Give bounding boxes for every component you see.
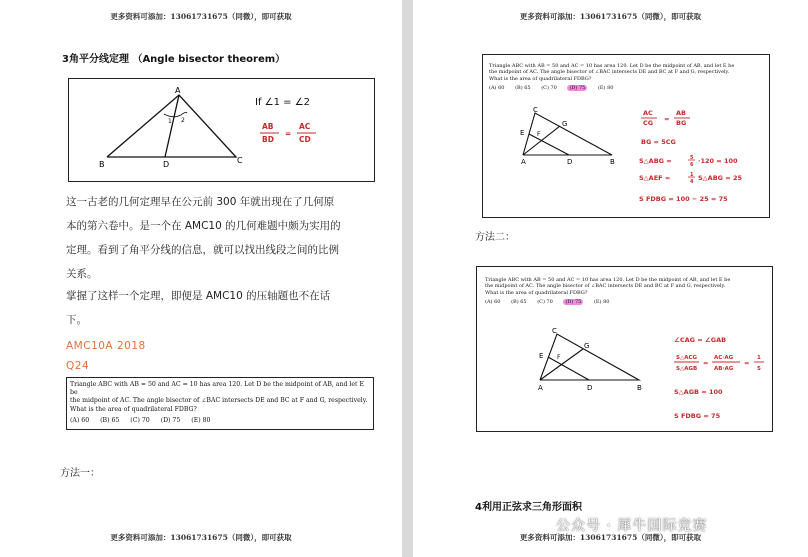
choice-e: (E) 80 — [191, 416, 211, 424]
angle-bisector-diagram — [69, 79, 374, 181]
choice-a: (A) 60 — [485, 299, 501, 306]
choice-d: (D) 75 — [160, 416, 181, 424]
page-header: 更多资料可添加：13061731675（同微），即可获取 — [110, 12, 292, 21]
label-a: A — [521, 158, 526, 166]
frac-den-6: 6 — [690, 162, 694, 168]
label-d: D — [587, 384, 593, 392]
label-b: B — [637, 384, 642, 392]
label-g: G — [584, 342, 590, 350]
page-header: 更多资料可添加：13061731675（同微），即可获取 — [519, 12, 702, 21]
right-page — [413, 0, 808, 557]
area-abg-rhs: ·120 = 100 — [698, 157, 738, 165]
label-a: A — [538, 384, 543, 392]
problem-line-3: What is the area of quadrilateral FDBG? — [489, 75, 592, 82]
wechat-watermark: 公众号 · 犀牛国际竞赛 — [556, 518, 708, 534]
ratio-num2: AC — [299, 122, 311, 131]
ratio-den2: CD — [299, 135, 311, 144]
area-acg: S△ACG — [676, 355, 697, 361]
problem-line-1: Triangle ABC with AB = 50 and AC = 10 has area 120. Let D be the midpoint of AB, and let E be — [70, 381, 365, 397]
choice-d-highlighted: (D) 75 — [565, 299, 582, 306]
ratio-ac: AC — [643, 109, 653, 117]
problem-line-2: the midpoint of AC. The angle bisector of ∠BAC intersects DE and BC at F and G, respectively. — [70, 397, 368, 405]
problem-line-2: the midpoint of AC. The angle bisector of ∠BAC intersects DE and BC at F and G, respectively. — [485, 283, 726, 290]
theorem-figure — [68, 78, 375, 182]
mastery-paragraph: 掌握了这样一个定理，即便是 AMC10 的压轴题也不在话下。 — [66, 290, 331, 326]
problem-line-2: the midpoint of AC. The angle bisector of ∠BAC intersects DE and BC at F and G, respectively. — [489, 69, 730, 76]
frac-num-1: 1 — [690, 172, 694, 178]
ratio-ab: AB — [676, 109, 686, 117]
label-angle1: 1 — [168, 118, 172, 125]
frac-num-5: 5 — [690, 155, 694, 161]
contest-name: AMC10A 2018 — [66, 340, 146, 352]
if-condition: If ∠1 = ∠2 — [255, 97, 311, 108]
choice-a: (A) 60 — [489, 85, 505, 92]
label-d: D — [163, 160, 170, 169]
label-e: E — [520, 129, 525, 137]
product-ac-ag: AC·AG — [714, 355, 734, 361]
choice-e: (E) 80 — [593, 299, 610, 306]
choice-b: (B) 65 — [515, 85, 531, 92]
area-aef-lhs: S△AEF = — [639, 174, 671, 182]
label-f: F — [537, 131, 541, 138]
label-c: C — [237, 156, 243, 165]
area-aef-rhs: S△ABG = 25 — [698, 174, 743, 182]
area-agb-result: S△AGB = 100 — [674, 388, 723, 396]
choice-e: (E) 80 — [597, 85, 614, 92]
label-c: C — [552, 327, 557, 335]
area-fdbg-result: S FDBG = 100 − 25 = 75 — [639, 195, 728, 203]
label-a: A — [175, 86, 181, 95]
solution-one-box — [482, 54, 770, 218]
eq-one: = — [703, 359, 709, 367]
left-page — [0, 0, 402, 557]
problem-line-1: Triangle ABC with AB = 50 and AC = 10 has area 120. Let D be the midpoint of AB, and let E be — [489, 63, 735, 69]
eq-two: = — [744, 359, 750, 367]
label-e: E — [539, 352, 544, 360]
frac-den-5: 5 — [757, 366, 761, 372]
problem-box — [66, 377, 374, 430]
label-b: B — [610, 158, 615, 166]
choice-c: (C) 70 — [130, 416, 150, 424]
frac-num-1: 1 — [757, 355, 761, 361]
problem-line-3: What is the area of quadrilateral FDBG? — [70, 405, 197, 413]
ratio-num1: AB — [262, 122, 274, 131]
angle-equality: ∠CAG = ∠GAB — [674, 336, 727, 344]
label-angle2: 2 — [181, 117, 185, 124]
answer-choices — [70, 417, 370, 425]
history-paragraph: 这一古老的几何定理早在公元前 300 年就出现在了几何原本的第六卷中。是一个在 AMC10 的几何难题中颇为实用的定理。看到了角平分线的信息，就可以找出线段之间的比例关系。 — [66, 196, 341, 280]
choice-a: (A) 60 — [70, 416, 90, 424]
question-number: Q24 — [66, 360, 90, 372]
product-ab-ag: AB·AG — [714, 366, 734, 372]
ratio-eq: = — [664, 115, 670, 123]
label-g: G — [562, 120, 568, 128]
ratio-eq: = — [285, 129, 292, 138]
solution-two-diagram — [477, 267, 772, 431]
problem-line-1: Triangle ABC with AB = 50 and AC = 10 has area 120. Let D be the midpoint of AB, and let E be — [485, 277, 731, 283]
section-title: 3角平分线定理 （Angle bisector theorem） — [62, 54, 286, 65]
choice-b: (B) 65 — [511, 299, 527, 306]
label-d: D — [567, 158, 573, 166]
choice-c: (C) 70 — [541, 85, 557, 92]
page-footer: 更多资料可添加：13061731675（同微），即可获取 — [110, 533, 292, 542]
method-one-label: 方法一： — [60, 468, 100, 479]
choice-b: (B) 65 — [100, 416, 120, 424]
ratio-bg: BG — [676, 119, 687, 127]
problem-line-3: What is the area of quadrilateral FDBG? — [485, 289, 588, 296]
area-fdbg-result: S FDBG = 75 — [674, 412, 721, 420]
label-c: C — [533, 106, 538, 114]
page-footer: 更多资料可添加：13061731675（同微），即可获取 — [519, 533, 702, 542]
label-b: B — [99, 160, 105, 169]
section-four-title: 4利用正弦求三角形面积 — [475, 502, 582, 513]
solution-two-box — [476, 266, 773, 432]
ratio-cg: CG — [643, 119, 654, 127]
bg-equation: BG = 5CG — [641, 138, 676, 146]
ratio-den1: BD — [262, 135, 274, 144]
label-f: F — [557, 354, 561, 361]
method-two-label: 方法二： — [475, 232, 515, 243]
choice-d-highlighted: (D) 75 — [569, 85, 586, 92]
area-agb: S△AGB — [676, 366, 698, 372]
area-abg-lhs: S△ABG = — [639, 157, 672, 165]
frac-den-4: 4 — [690, 179, 694, 185]
solution-one-diagram — [483, 55, 769, 217]
choice-c: (C) 70 — [537, 299, 553, 306]
